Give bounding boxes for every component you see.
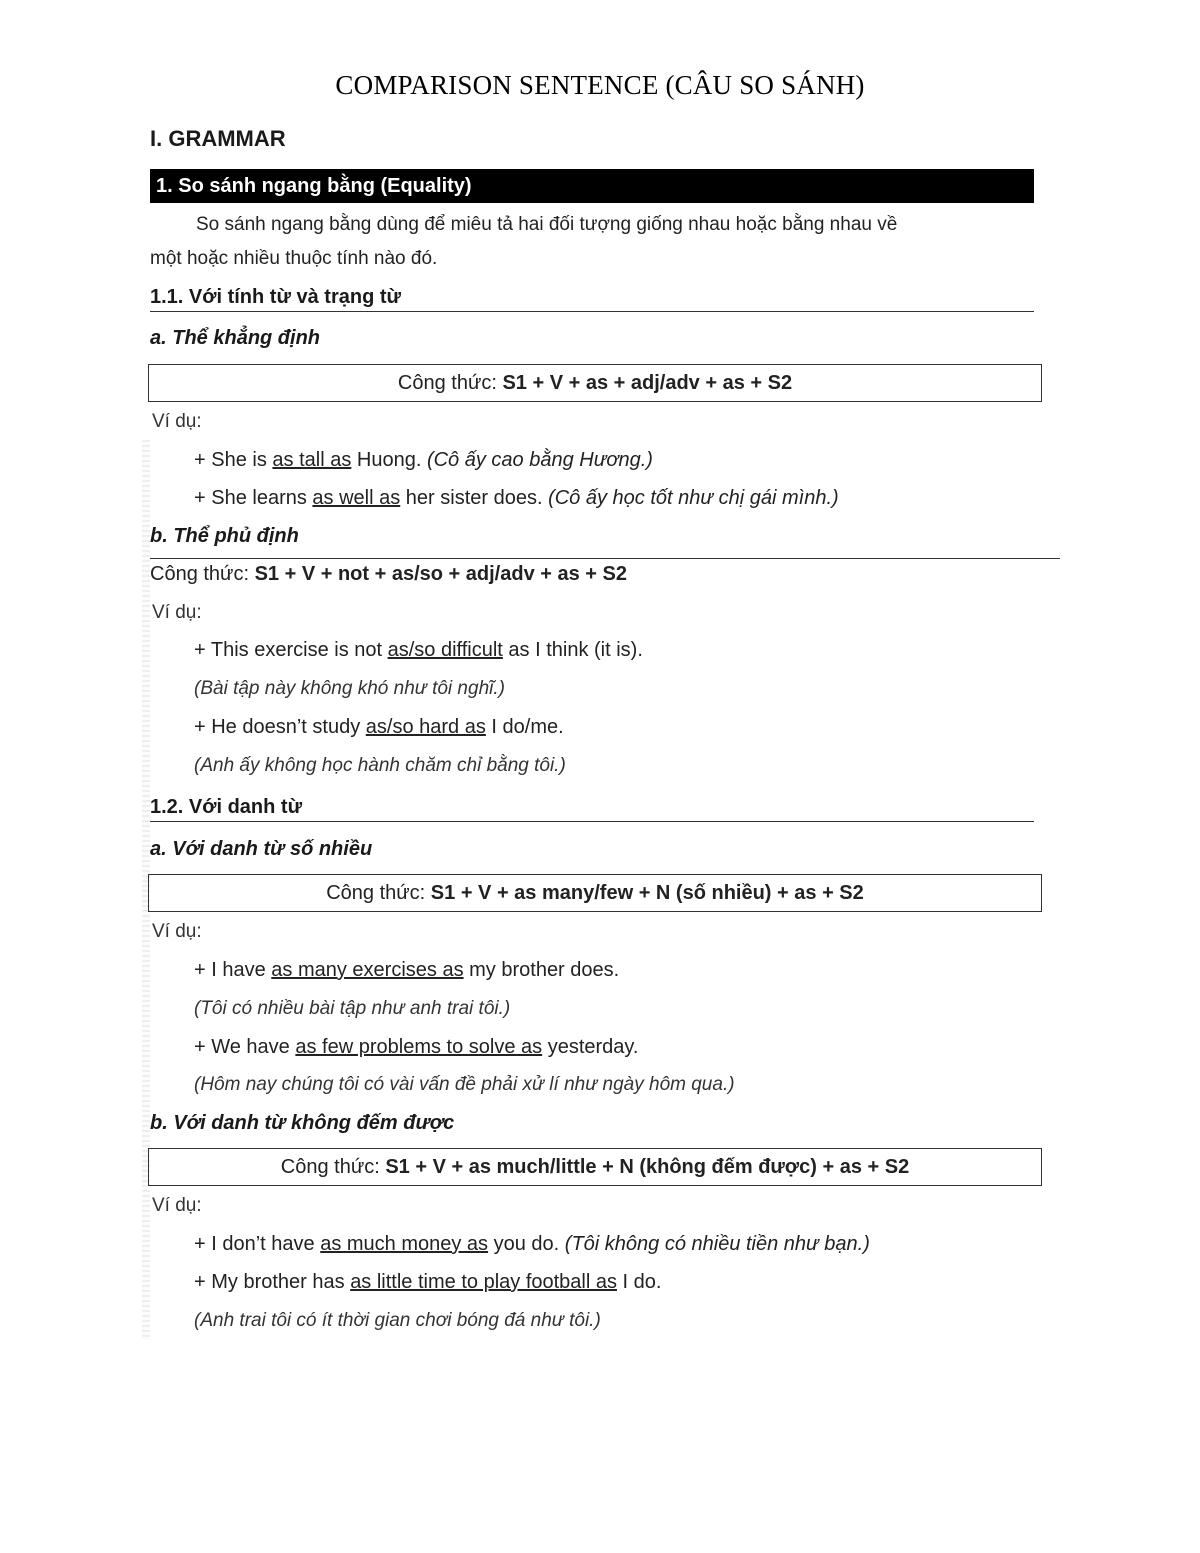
example-translation: (Tôi có nhiều bài tập như anh trai tôi.) (194, 998, 511, 1019)
example-line (194, 487, 839, 510)
part1-heading-bar: 1. So sánh ngang bằng (Equality) (150, 169, 1034, 203)
example-text: my brother does. (463, 959, 620, 981)
example-text: + He doesn’t study (194, 716, 366, 738)
intro-line-2: một hoặc nhiều thuộc tính nào đó. (150, 248, 438, 269)
example-label: Ví dụ: (152, 411, 202, 432)
example-text: + I don’t have (194, 1233, 321, 1255)
formula-uncountable-nouns (148, 1148, 1042, 1186)
example-line (194, 1036, 638, 1059)
example-line (194, 716, 564, 739)
example-label: Ví dụ: (152, 602, 202, 623)
example-text: Huong. (351, 449, 427, 471)
example-underlined: as/so difficult (387, 639, 503, 661)
formula-expression: S1 + V + as + adj/adv + as + S2 (502, 372, 793, 394)
example-underlined: as little time to play football as (350, 1271, 617, 1293)
formula-expression: S1 + V + not + as/so + adj/adv + as + S2 (254, 563, 627, 585)
example-translation: (Hôm nay chúng tôi có vài vấn đề phải xử lí như ngày hôm qua.) (194, 1074, 735, 1095)
example-label: Ví dụ: (152, 921, 202, 942)
example-underlined: as well as (312, 487, 401, 509)
sub12a-heading: a. Với danh từ số nhiều (150, 838, 373, 860)
formula-label: Công thức: (150, 563, 249, 585)
example-text: + This exercise is not (194, 639, 388, 661)
example-text: as I think (it is). (502, 639, 643, 661)
example-text: + I have (194, 959, 272, 981)
example-line (194, 639, 643, 662)
example-text: + We have (194, 1036, 296, 1058)
example-translation: (Cô ấy cao bằng Hương.) (426, 449, 653, 471)
formula-expression: S1 + V + as much/little + N (không đếm được) + as + S2 (385, 1156, 910, 1178)
example-line (194, 959, 619, 982)
example-line (194, 1233, 870, 1256)
sub12b-heading: b. Với danh từ không đếm được (150, 1112, 455, 1134)
example-text: you do. (488, 1233, 565, 1255)
formula-plural-nouns (148, 874, 1042, 912)
example-underlined: as/so hard as (365, 716, 486, 738)
example-translation: (Bài tập này không khó như tôi nghĩ.) (194, 678, 505, 699)
example-translation: (Anh ấy không học hành chăm chỉ bằng tôi.) (194, 755, 566, 776)
example-underlined: as much money as (320, 1233, 489, 1255)
formula-negative (150, 558, 1060, 586)
example-translation: (Cô ấy học tốt như chị gái mình.) (548, 487, 839, 509)
example-text: + She learns (194, 487, 313, 509)
formula-expression: S1 + V + as many/few + N (số nhiều) + as + S2 (430, 882, 864, 904)
example-line (194, 1271, 661, 1294)
example-label: Ví dụ: (152, 1195, 202, 1216)
sub11a-heading: a. Thể khẳng định (150, 327, 321, 349)
example-underlined: as many exercises as (271, 959, 464, 981)
example-text: I do/me. (485, 716, 564, 738)
section-heading: I. GRAMMAR (150, 126, 286, 151)
sub12-heading: 1.2. Với danh từ (150, 796, 1034, 822)
formula-affirmative (148, 364, 1042, 402)
sub11b-heading: b. Thể phủ định (150, 525, 299, 547)
example-translation: (Tôi không có nhiều tiền như bạn.) (564, 1233, 870, 1255)
part1-intro (150, 208, 1034, 276)
example-text: + My brother has (194, 1271, 351, 1293)
page-title: COMPARISON SENTENCE (CÂU SO SÁNH) (335, 70, 865, 100)
example-underlined: as tall as (272, 449, 352, 471)
example-text: + She is (194, 449, 273, 471)
formula-label: Công thức: (280, 1156, 380, 1178)
example-text: I do. (616, 1271, 662, 1293)
formula-label: Công thức: (326, 882, 426, 904)
example-text: her sister does. (400, 487, 549, 509)
example-underlined: as few problems to solve as (295, 1036, 543, 1058)
example-text: yesterday. (542, 1036, 639, 1058)
intro-line-1: So sánh ngang bằng dùng để miêu tả hai đối tượng giống nhau hoặc bằng nhau về (196, 214, 898, 235)
example-line (194, 449, 653, 472)
sub11-heading: 1.1. Với tính từ và trạng từ (150, 286, 1034, 312)
formula-label: Công thức: (397, 372, 497, 394)
example-translation: (Anh trai tôi có ít thời gian chơi bóng đá như tôi.) (194, 1310, 601, 1331)
